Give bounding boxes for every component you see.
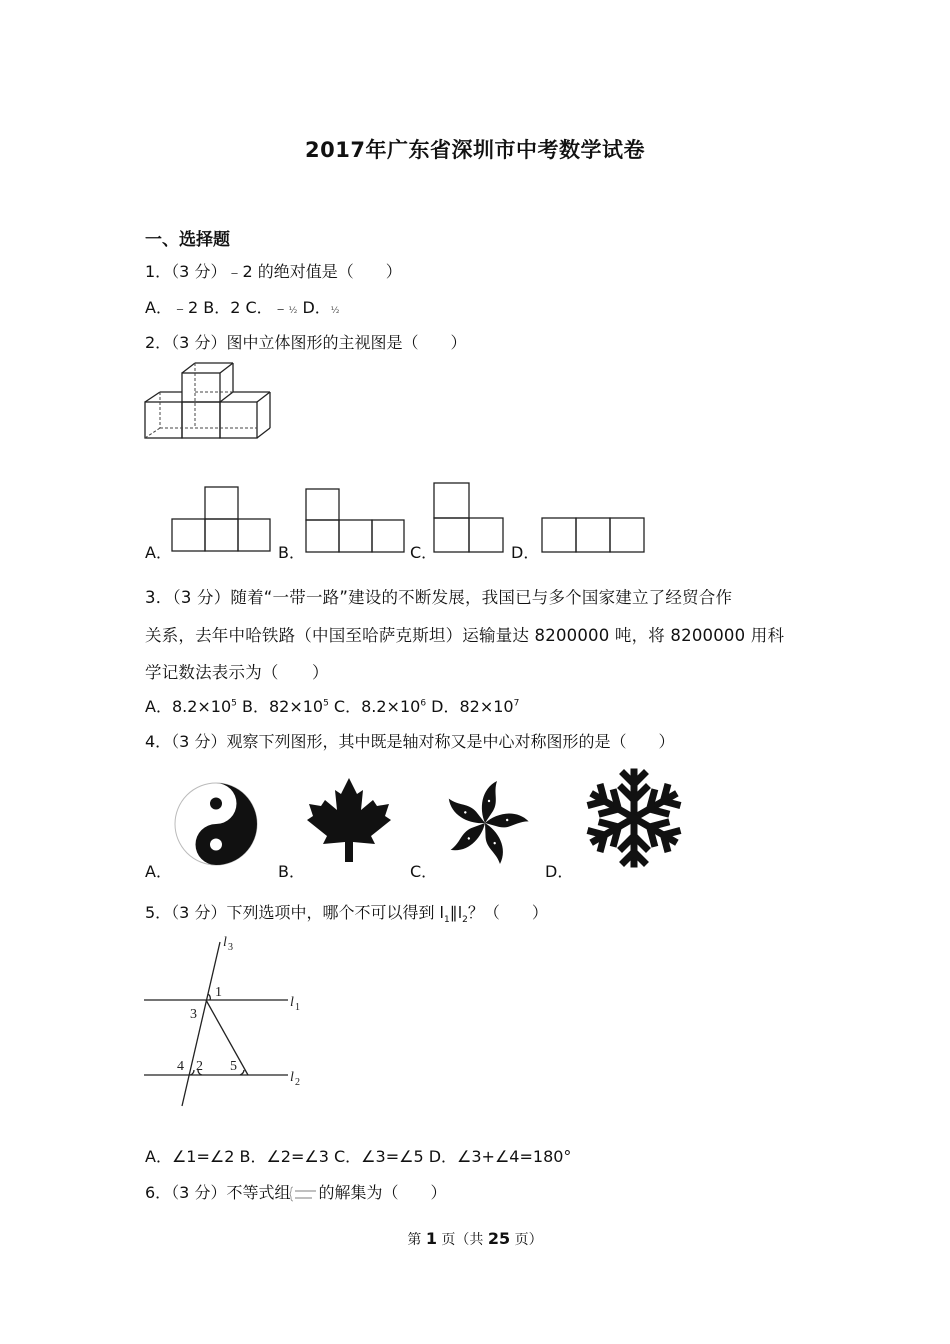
- section-heading: 一、选择题: [145, 230, 230, 250]
- q1-option-d-label: D．: [297, 298, 331, 317]
- label-l3-text: l: [223, 935, 227, 950]
- q4-option-b-label: B．: [278, 862, 305, 881]
- q5-parallel-symbol: ∥l: [449, 903, 463, 922]
- angle-5-label: 5: [230, 1059, 237, 1074]
- label-l3-sub: 3: [228, 942, 233, 953]
- q1-fraction-c: ½: [288, 306, 298, 316]
- q1-stem: 1．（3 分）﹣2 的绝对值是（ ）: [145, 262, 402, 281]
- q3-line-3: 学记数法表示为（ ）: [145, 663, 329, 682]
- q3-option-c: C．8.2×10: [328, 697, 421, 716]
- label-l2-sub: 2: [295, 1077, 300, 1088]
- q4-bauhinia-figure: [440, 778, 530, 868]
- q6-stem-end: 的解集为（ ）: [318, 1183, 447, 1202]
- q3-option-d: D．82×10: [426, 697, 514, 716]
- q2-option-d-label: D．: [511, 543, 540, 562]
- footer-post: 页）: [510, 1232, 543, 1248]
- q1-fraction-d: ½: [330, 306, 340, 316]
- q5-options: A．∠1=∠2 B．∠2=∠3 C．∠3=∠5 D．∠3+∠4=180°: [145, 1147, 572, 1166]
- q2-option-c-label: C．: [410, 543, 438, 562]
- q2-option-b-figure: [304, 488, 406, 554]
- q3-option-a: A．8.2×10: [145, 697, 232, 716]
- line-l3: [182, 942, 220, 1106]
- q6-inequality-system-icon: [290, 1186, 318, 1202]
- q4-snowflake-figure: [580, 768, 688, 868]
- q4-taiji-figure: [172, 780, 260, 868]
- q3-line-2: 关系，去年中哈铁路（中国至哈萨克斯坦）运输量达 8200000 吨，将 8200000 用科: [145, 626, 785, 645]
- q2-option-b-label: B．: [278, 543, 305, 562]
- q2-option-a-figure: [170, 486, 272, 554]
- q3-option-b: B．82×10: [236, 697, 324, 716]
- label-l1-sub: 1: [295, 1002, 300, 1013]
- angle-2-label: 2: [196, 1059, 203, 1074]
- angle-1-label: 1: [215, 985, 222, 1000]
- footer-page-number: 1: [425, 1229, 437, 1248]
- q4-stem: 4．（3 分）观察下列图形，其中既是轴对称又是中心对称图形的是（ ）: [145, 732, 675, 751]
- q3-line-1: 3．（3 分）随着“一带一路”建设的不断发展，我国已与多个国家建立了经贸合作: [145, 588, 733, 607]
- footer-pre: 第: [407, 1232, 426, 1248]
- q2-option-c-figure: [432, 482, 506, 554]
- q4-maple-leaf-figure: [305, 776, 393, 866]
- q3-exp-c: 6: [420, 698, 427, 709]
- q5-stem-end: ？（ ）: [467, 903, 548, 922]
- q5-stem-text: 5．（3 分）下列选项中，哪个不可以得到 l: [145, 903, 444, 922]
- q5-parallel-lines-figure: [140, 928, 315, 1110]
- angle-3-label: 3: [190, 1007, 197, 1022]
- q6-stem: [145, 1180, 446, 1203]
- q1-options: [145, 295, 340, 318]
- q6-stem-text: 6．（3 分）不等式组: [145, 1183, 291, 1202]
- label-l2-text: l: [290, 1070, 294, 1085]
- q2-option-d-figure: [540, 516, 646, 554]
- q5-stem: [145, 900, 548, 925]
- q3-exp-b: 5: [323, 698, 329, 709]
- q2-stem: 2．（3 分）图中立体图形的主视图是（ ）: [145, 333, 467, 352]
- q5-sub-2: 2: [462, 915, 468, 926]
- transversal: [206, 1000, 248, 1075]
- q3-exp-d: 7: [513, 698, 520, 709]
- q3-exp-a: 5: [231, 698, 237, 709]
- q3-options: [145, 694, 519, 717]
- q5-sub-1: 1: [443, 915, 450, 926]
- footer-mid: 页（共: [436, 1232, 488, 1248]
- q1-options-text: A．﹣2 B．2 C．﹣: [145, 298, 289, 317]
- page-footer: [0, 1229, 950, 1249]
- label-l1-text: l: [290, 995, 294, 1010]
- footer-total-pages: 25: [487, 1229, 511, 1248]
- q4-option-a-label: A．: [145, 862, 172, 881]
- angle-4-label: 4: [177, 1059, 184, 1074]
- q2-option-a-label: A．: [145, 543, 172, 562]
- q4-option-d-label: D．: [545, 862, 574, 881]
- q2-solid-figure: [140, 360, 275, 442]
- q4-option-c-label: C．: [410, 862, 438, 881]
- page-title: 2017年广东省深圳市中考数学试卷: [305, 138, 645, 162]
